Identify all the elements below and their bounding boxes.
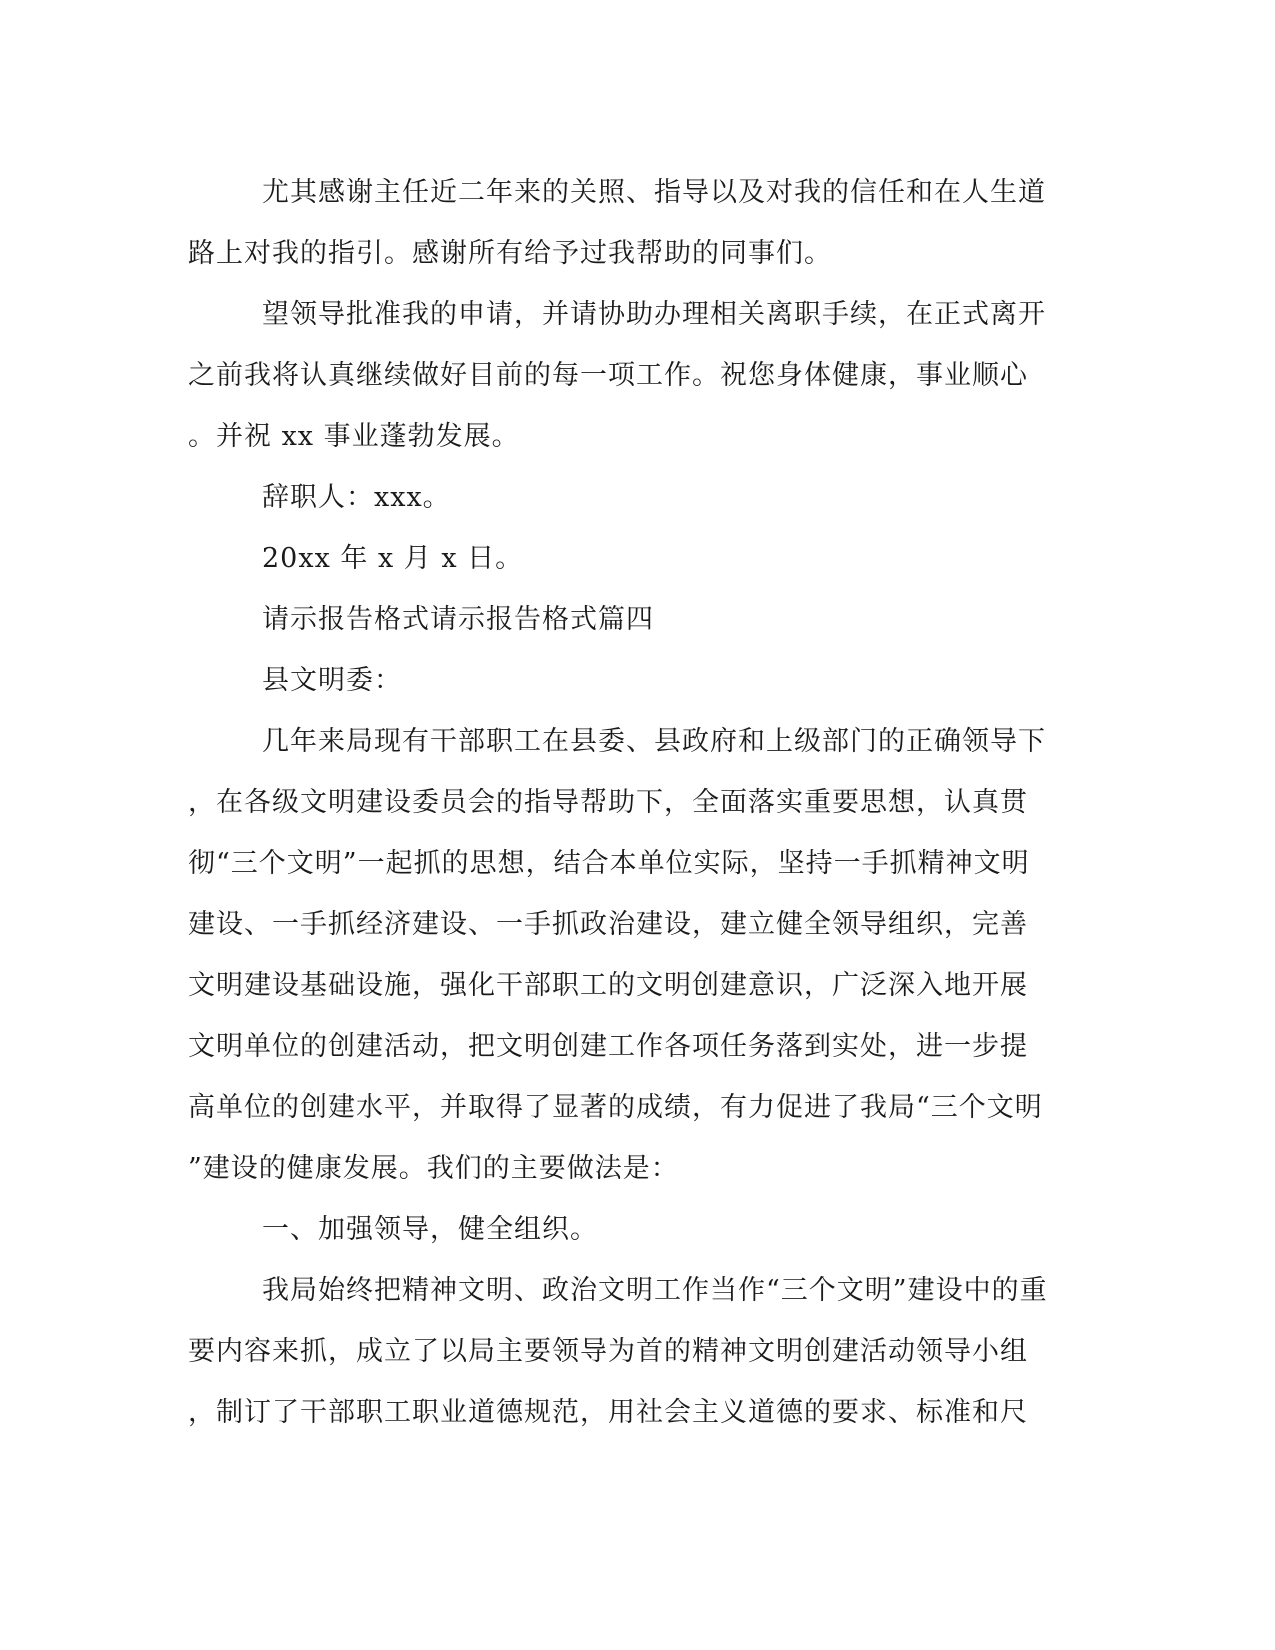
text-line: 望领导批准我的申请，并请协助办理相关离职手续，在正式离开 <box>262 299 1046 330</box>
text-line: 几年来局现有干部职工在县委、县政府和上级部门的正确领导下 <box>262 726 1046 757</box>
text-line: 建设、一手抓经济建设、一手抓政治建设，建立健全领导组织，完善 <box>188 909 1028 940</box>
text-line: 。并祝 xx 事业蓬勃发展。 <box>188 421 520 452</box>
signature-line: 辞职人：xxx。 <box>262 482 451 513</box>
text-line: 我局始终把精神文明、政治文明工作当作“三个文明”建设中的重 <box>262 1275 1048 1306</box>
document-body <box>188 162 1068 1443</box>
date-line: 20xx 年 x 月 x 日。 <box>262 543 524 574</box>
text-line: 之前我将认真继续做好目前的每一项工作。祝您身体健康，事业顺心 <box>188 360 1028 391</box>
text-line: 要内容来抓，成立了以局主要领导为首的精神文明创建活动领导小组 <box>188 1336 1028 1367</box>
text-line: ”建设的健康发展。我们的主要做法是： <box>188 1153 679 1184</box>
subsection-heading: 一、加强领导，健全组织。 <box>262 1214 598 1245</box>
text-line: 文明单位的创建活动，把文明创建工作各项任务落到实处，进一步提 <box>188 1031 1028 1062</box>
text-line: 路上对我的指引。感谢所有给予过我帮助的同事们。 <box>188 238 832 269</box>
text-line: 文明建设基础设施，强化干部职工的文明创建意识，广泛深入地开展 <box>188 970 1028 1001</box>
addressee-line: 县文明委： <box>262 665 402 696</box>
section-heading: 请示报告格式请示报告格式篇四 <box>262 604 654 635</box>
text-line: 彻“三个文明”一起抓的思想，结合本单位实际，坚持一手抓精神文明 <box>188 848 1030 879</box>
text-line: 尤其感谢主任近二年来的关照、指导以及对我的信任和在人生道 <box>262 177 1046 208</box>
text-line: ，制订了干部职工职业道德规范，用社会主义道德的要求、标准和尺 <box>188 1397 1028 1428</box>
text-line: 高单位的创建水平，并取得了显著的成绩，有力促进了我局“三个文明 <box>188 1092 1043 1123</box>
text-line: ，在各级文明建设委员会的指导帮助下，全面落实重要思想，认真贯 <box>188 787 1028 818</box>
